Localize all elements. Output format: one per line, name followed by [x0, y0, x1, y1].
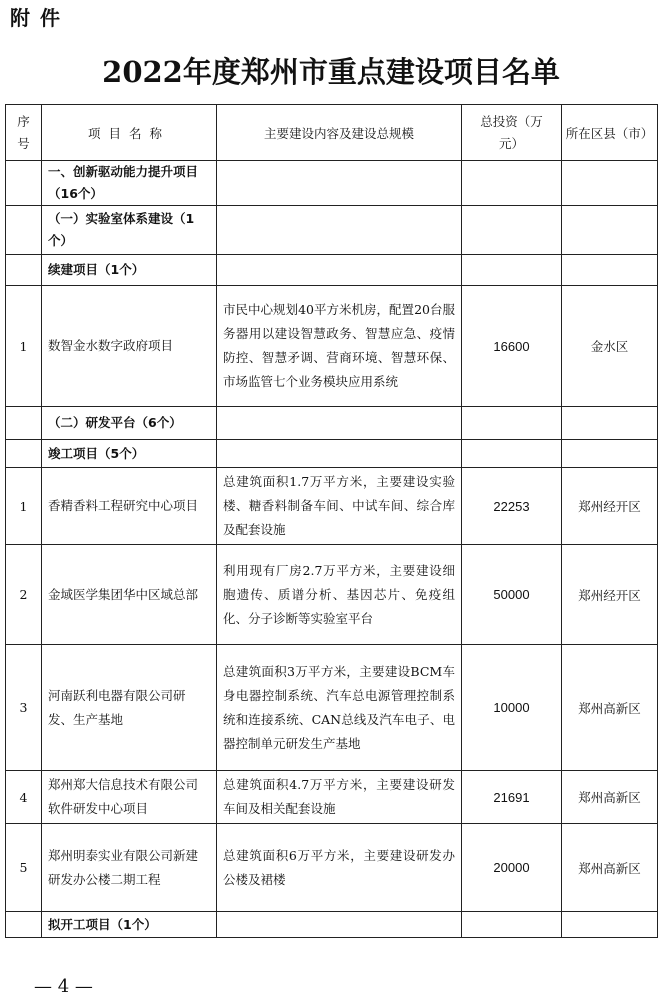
row-content: 市民中心规划40平方米机房，配置20台服务器用以建设智慧政务、智慧应急、疫情防控、智慧矛调、营商环境、智慧环保、市场监管七个业务模块应用系统	[217, 286, 462, 407]
row-name: 香精香料工程研究中心项目	[42, 468, 217, 545]
category-innovation: 一、创新驱动能力提升项目（16个）	[42, 161, 217, 206]
row-no: 4	[6, 771, 42, 824]
header-district: 所在区县（市）	[562, 105, 658, 161]
row-district: 郑州经开区	[562, 468, 658, 545]
category-completed: 竣工项目（5个）	[42, 440, 217, 468]
row-investment: 50000	[462, 545, 562, 645]
row-name: 数智金水数字政府项目	[42, 286, 217, 407]
row-district: 金水区	[562, 286, 658, 407]
attachment-label: 附件	[10, 6, 70, 30]
category-to-start: 拟开工项目（1个）	[42, 912, 217, 938]
category-row	[6, 912, 658, 938]
row-district: 郑州高新区	[562, 771, 658, 824]
category-continuing: 续建项目（1个）	[42, 255, 217, 286]
row-name: 河南跃利电器有限公司研发、生产基地	[42, 645, 217, 771]
header-no: 序号	[6, 105, 42, 161]
row-district: 郑州高新区	[562, 824, 658, 912]
row-district: 郑州高新区	[562, 645, 658, 771]
category-row	[6, 255, 658, 286]
category-row	[6, 206, 658, 255]
category-rd-platform: （二）研发平台（6个）	[42, 407, 217, 440]
row-no: 1	[6, 286, 42, 407]
project-table	[5, 104, 658, 938]
header-content: 主要建设内容及建设总规模	[217, 105, 462, 161]
row-no: 1	[6, 468, 42, 545]
category-row	[6, 440, 658, 468]
row-content: 总建筑面积6万平方米，主要建设研发办公楼及裙楼	[217, 824, 462, 912]
table-header-row	[6, 105, 658, 161]
row-content: 总建筑面积4.7万平方米，主要建设研发车间及相关配套设施	[217, 771, 462, 824]
table-row	[6, 468, 658, 545]
row-no: 5	[6, 824, 42, 912]
table-row	[6, 286, 658, 407]
row-no: 3	[6, 645, 42, 771]
row-name: 金域医学集团华中区域总部	[42, 545, 217, 645]
table-row	[6, 645, 658, 771]
header-investment: 总投资（万元）	[462, 105, 562, 161]
row-content: 总建筑面积1.7万平方米，主要建设实验楼、糖香料制备车间、中试车间、综合库及配套设施	[217, 468, 462, 545]
row-investment: 21691	[462, 771, 562, 824]
row-district: 郑州经开区	[562, 545, 658, 645]
header-name: 项目名称	[42, 105, 217, 161]
row-content: 总建筑面积3万平方米，主要建设BCM车身电器控制系统、汽车总电源管理控制系统和连接系统、CAN总线及汽车电子、电器控制单元研发生产基地	[217, 645, 462, 771]
category-lab-system: （一）实验室体系建设（1个）	[42, 206, 217, 255]
row-no: 2	[6, 545, 42, 645]
category-row	[6, 407, 658, 440]
page-title: 2022年度郑州市重点建设项目名单	[102, 55, 560, 89]
table-row	[6, 771, 658, 824]
row-content: 利用现有厂房2.7万平方米，主要建设细胞遗传、质谱分析、基因芯片、免疫组化、分子诊断等实验室平台	[217, 545, 462, 645]
table-row	[6, 545, 658, 645]
row-name: 郑州明泰实业有限公司新建研发办公楼二期工程	[42, 824, 217, 912]
row-investment: 20000	[462, 824, 562, 912]
row-investment: 16600	[462, 286, 562, 407]
row-investment: 22253	[462, 468, 562, 545]
table-row	[6, 824, 658, 912]
row-investment: 10000	[462, 645, 562, 771]
page-number: — 4 —	[34, 976, 93, 997]
row-name: 郑州郑大信息技术有限公司软件研发中心项目	[42, 771, 217, 824]
category-row	[6, 161, 658, 206]
